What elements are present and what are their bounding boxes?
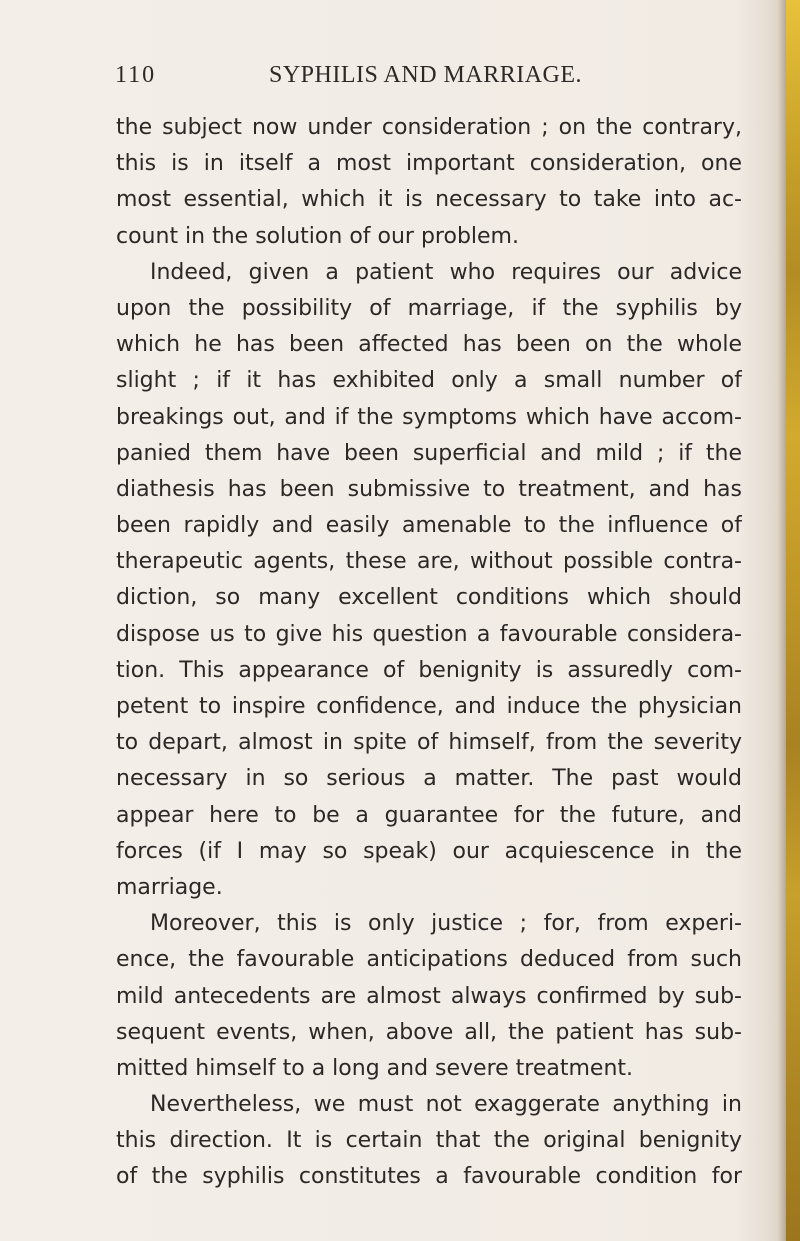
text-line: Indeed, given a patient who requires our advice xyxy=(150,259,742,285)
text-line: of the syphilis constitutes a favourable condition for xyxy=(116,1164,742,1190)
text-line: to depart, almost in spite of himself, from the severity xyxy=(116,730,742,756)
text-line: upon the possibility of marriage, if the syphilis by xyxy=(116,295,742,321)
page-header xyxy=(115,58,775,98)
text-line: Moreover, this is only justice ; for, from experi- xyxy=(150,911,742,937)
text-line: therapeutic agents, these are, without possible contra- xyxy=(116,549,742,575)
text-line: marriage. xyxy=(116,874,223,900)
text-line: mitted himself to a long and severe treatment. xyxy=(116,1055,634,1081)
text-line: this is in itself a most important consideration, one xyxy=(116,151,742,177)
text-line: breakings out, and if the symptoms which have accom- xyxy=(116,404,742,430)
text-line: slight ; if it has exhibited only a small number of xyxy=(116,368,742,394)
text-line: diction, so many excellent conditions which should xyxy=(116,585,742,611)
text-line: ence, the favourable anticipations deduced from such xyxy=(116,947,742,973)
text-line: appear here to be a guarantee for the future, and xyxy=(116,802,742,828)
running-title: SYPHILIS AND MARRIAGE. xyxy=(269,62,583,88)
page-number: 110 xyxy=(115,62,157,88)
text-line: forces (if I may so speak) our acquiescence in the xyxy=(116,838,742,864)
text-line: the subject now under consideration ; on the contrary, xyxy=(116,115,742,140)
text-line: diathesis has been submissive to treatment, and has xyxy=(116,476,742,502)
text-line: petent to inspire confidence, and induce the physician xyxy=(116,694,742,719)
body-text xyxy=(116,110,742,1196)
text-line: sequent events, when, above all, the patient has sub- xyxy=(116,1019,742,1045)
text-line: this direction. It is certain that the original benignity xyxy=(116,1128,742,1154)
text-line: count in the solution of our problem. xyxy=(116,223,519,249)
text-line: necessary in so serious a matter. The past would xyxy=(116,766,742,792)
text-line: mild antecedents are almost always confirmed by sub- xyxy=(116,983,742,1009)
page-gutter-shadow xyxy=(778,0,786,1241)
text-line: tion. This appearance of benignity is assuredly com- xyxy=(116,657,742,683)
text-line: most essential, which it is necessary to take into ac- xyxy=(116,187,742,213)
book-spine-edge xyxy=(786,0,800,1241)
text-line: been rapidly and easily amenable to the influence of xyxy=(116,513,742,539)
text-line: which he has been affected has been on the whole xyxy=(116,332,742,358)
text-line: panied them have been superficial and mild ; if the xyxy=(116,440,742,466)
text-line: dispose us to give his question a favourable considera- xyxy=(116,621,742,647)
text-line: Nevertheless, we must not exaggerate anything in xyxy=(150,1092,742,1118)
